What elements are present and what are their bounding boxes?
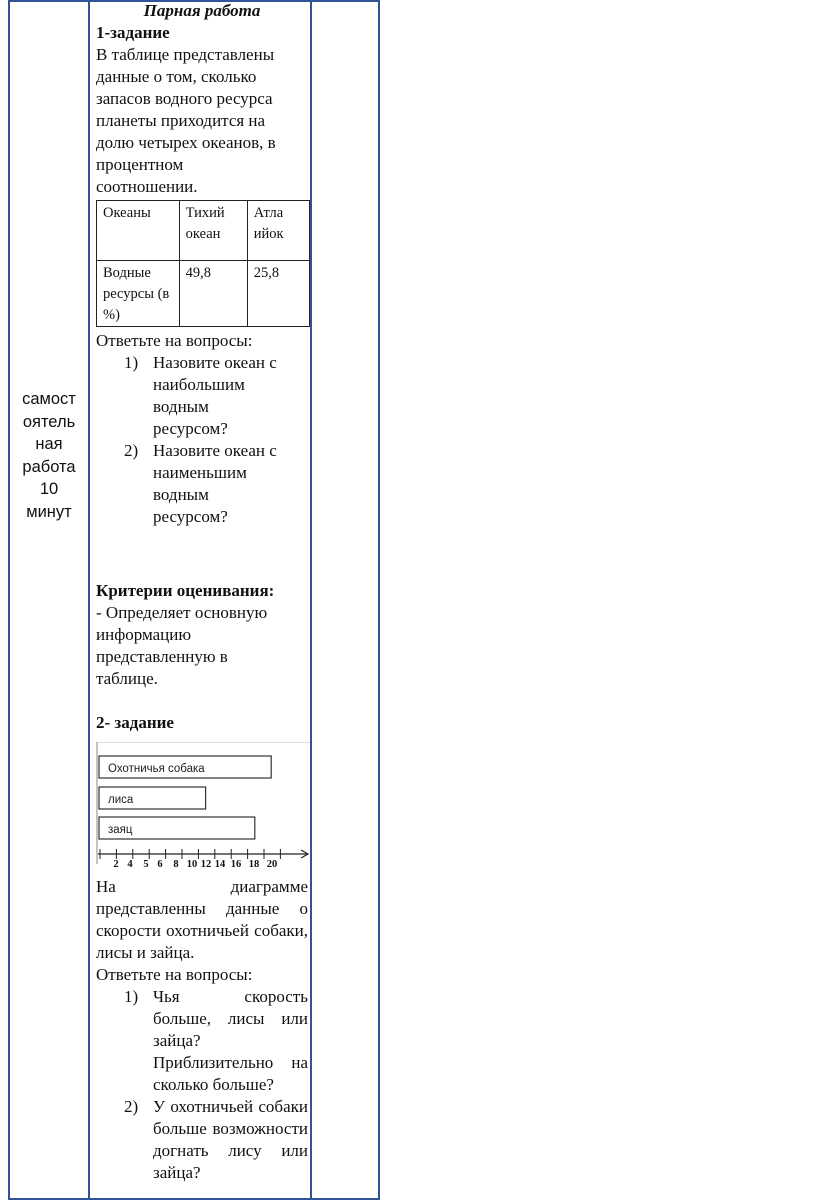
- task2-description: На диаграмме представленны данные о скорости охотничьей собаки, лисы и зайца.: [96, 877, 308, 962]
- ocean-table: [96, 200, 310, 327]
- task1-intro: В таблице представлены данные о том, сколько запасов водного ресурса планеты приходится на долю четырех океанов, в процентном соотношении.: [96, 45, 276, 196]
- task2-questions: [96, 986, 308, 1184]
- column-divider-right: [310, 2, 312, 1198]
- x-tick-label: 4: [127, 859, 133, 870]
- speed-chart-svg: [96, 742, 310, 870]
- x-tick-label: 6: [157, 859, 163, 870]
- ocean-table-wrapper: [96, 198, 310, 330]
- list-item: 2) У охотничьей собаки больше возможности догнать лису или зайца?: [124, 1097, 308, 1182]
- table-row: [97, 261, 310, 327]
- x-tick-label: 5: [143, 859, 149, 870]
- x-tick-label: 2: [113, 859, 119, 870]
- task1-heading: 1-задание: [96, 23, 170, 42]
- table-header-cell: Тихий океан: [179, 201, 247, 261]
- bar-label-1: лиса: [108, 794, 134, 806]
- x-tick-label: 16: [230, 859, 242, 870]
- task2-questions-label: Ответьте на вопросы:: [96, 965, 253, 984]
- task-content: [96, 0, 308, 1184]
- questions-label: Ответьте на вопросы:: [96, 331, 253, 350]
- table-header-cell: Океаны: [97, 201, 180, 261]
- bar-label-0: Охотничья собака: [108, 763, 205, 775]
- x-tick-label: 20: [266, 859, 278, 870]
- task1-questions: [96, 352, 308, 528]
- table-cell: 49,8: [179, 261, 247, 327]
- section-title: Парная работа: [143, 1, 261, 20]
- table-row: [97, 201, 310, 261]
- activity-type-label: самост оятель ная работа 10 минут: [22, 390, 76, 521]
- table-cell: 25,8: [247, 261, 309, 327]
- criteria-heading: Критерии оценивания:: [96, 581, 275, 600]
- table-header-cell: Атла ийок: [247, 201, 309, 261]
- x-tick-label: 12: [200, 859, 212, 870]
- x-tick-label: 14: [214, 859, 226, 870]
- x-tick-label: 18: [248, 859, 260, 870]
- bar-label-2: заяц: [108, 824, 133, 836]
- task2-heading: 2- задание: [96, 713, 174, 732]
- list-item: 2) Назовите океан с наименьшим водным ресурсом?: [124, 441, 277, 526]
- list-item: 1) Чья скорость больше, лисы или зайца? Приблизительно на сколько больше?: [124, 987, 308, 1094]
- x-tick-label: 8: [173, 859, 179, 870]
- column-divider-left: [88, 2, 90, 1198]
- list-item: 1) Назовите океан с наибольшим водным ресурсом?: [124, 353, 277, 438]
- speed-chart: [96, 742, 310, 870]
- criteria-text: - Определяет основную информацию представленную в таблице.: [96, 603, 268, 688]
- table-cell: Водные ресурсы (в %): [97, 261, 180, 327]
- x-tick-label: 10: [186, 859, 198, 870]
